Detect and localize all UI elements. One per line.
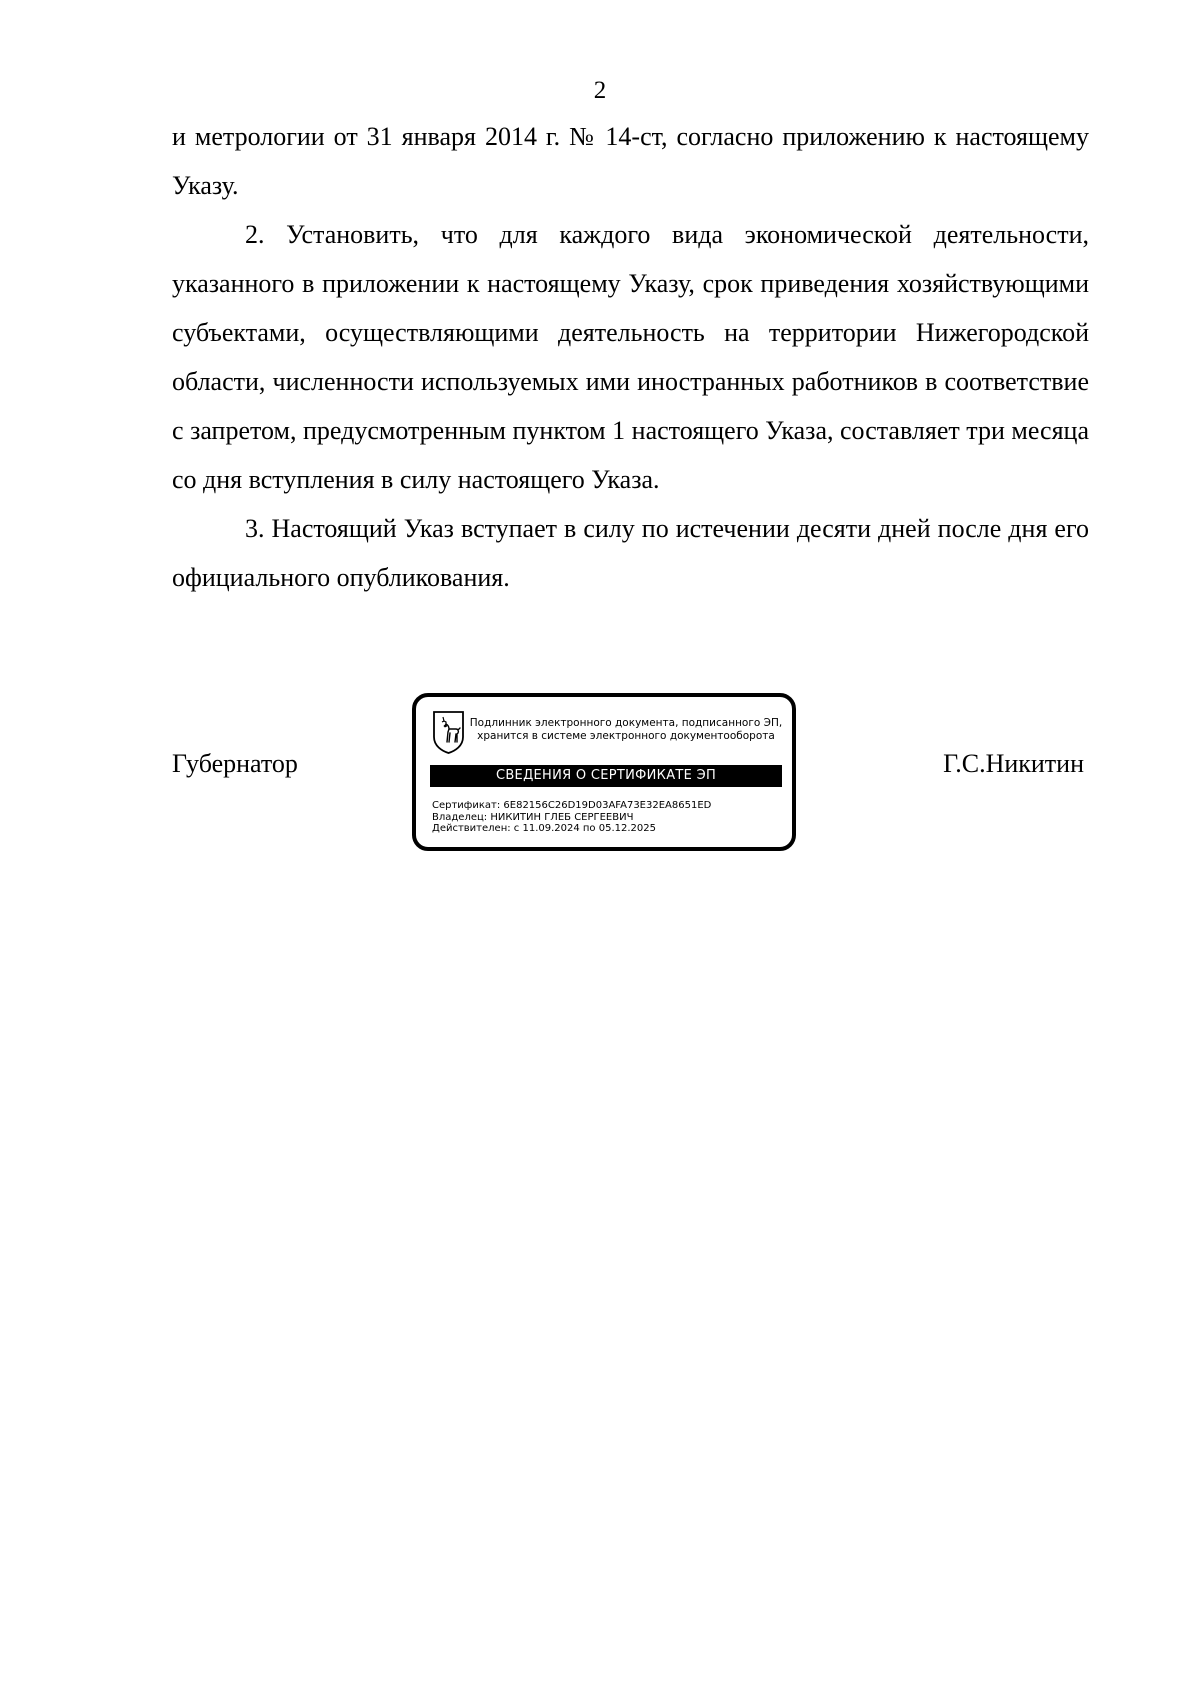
paragraph-item-2: 2. Установить, что для каждого вида экономической деятельности, указанного в приложении к настоящему Указу, срок приведения хозяйствующими субъектами, осуществляющими деятельность на территории Нижегородской области, численности используемых ими иностранных работников в соответствие с запретом, предусмотренным пунктом 1 настоящего Указа, составляет три месяца со дня вступления в силу настоящего Указа. <box>172 220 1089 494</box>
stamp-header-line-1: Подлинник электронного документа, подписанного ЭП, <box>469 717 783 729</box>
document-body <box>172 112 1089 602</box>
stamp-certificate-details <box>432 800 711 835</box>
stamp-validity: Действителен: с 11.09.2024 по 05.12.2025 <box>432 823 656 834</box>
stamp-header-line-2: хранится в системе электронного документооборота <box>477 730 775 742</box>
paragraph-continuation: и метрологии от 31 января 2014 г. № 14-ст, согласно приложению к настоящему Указу. <box>172 122 1089 200</box>
page-number: 2 <box>593 77 607 104</box>
deer-emblem-icon <box>431 710 466 754</box>
signatory-position: Губернатор <box>172 749 298 778</box>
stamp-header <box>468 717 784 743</box>
paragraph-item-3: 3. Настоящий Указ вступает в силу по истечении десяти дней после дня его официального опубликования. <box>172 514 1089 592</box>
signatory-name: Г.С.Никитин <box>943 749 1084 778</box>
electronic-signature-stamp <box>412 693 796 851</box>
stamp-certificate-id: Сертификат: 6E82156C26D19D03AFA73E32EA8651ED <box>432 800 712 811</box>
stamp-title-bar: СВЕДЕНИЯ О СЕРТИФИКАТЕ ЭП <box>430 765 782 787</box>
stamp-owner: Владелец: НИКИТИН ГЛЕБ СЕРГЕЕВИЧ <box>432 811 634 823</box>
